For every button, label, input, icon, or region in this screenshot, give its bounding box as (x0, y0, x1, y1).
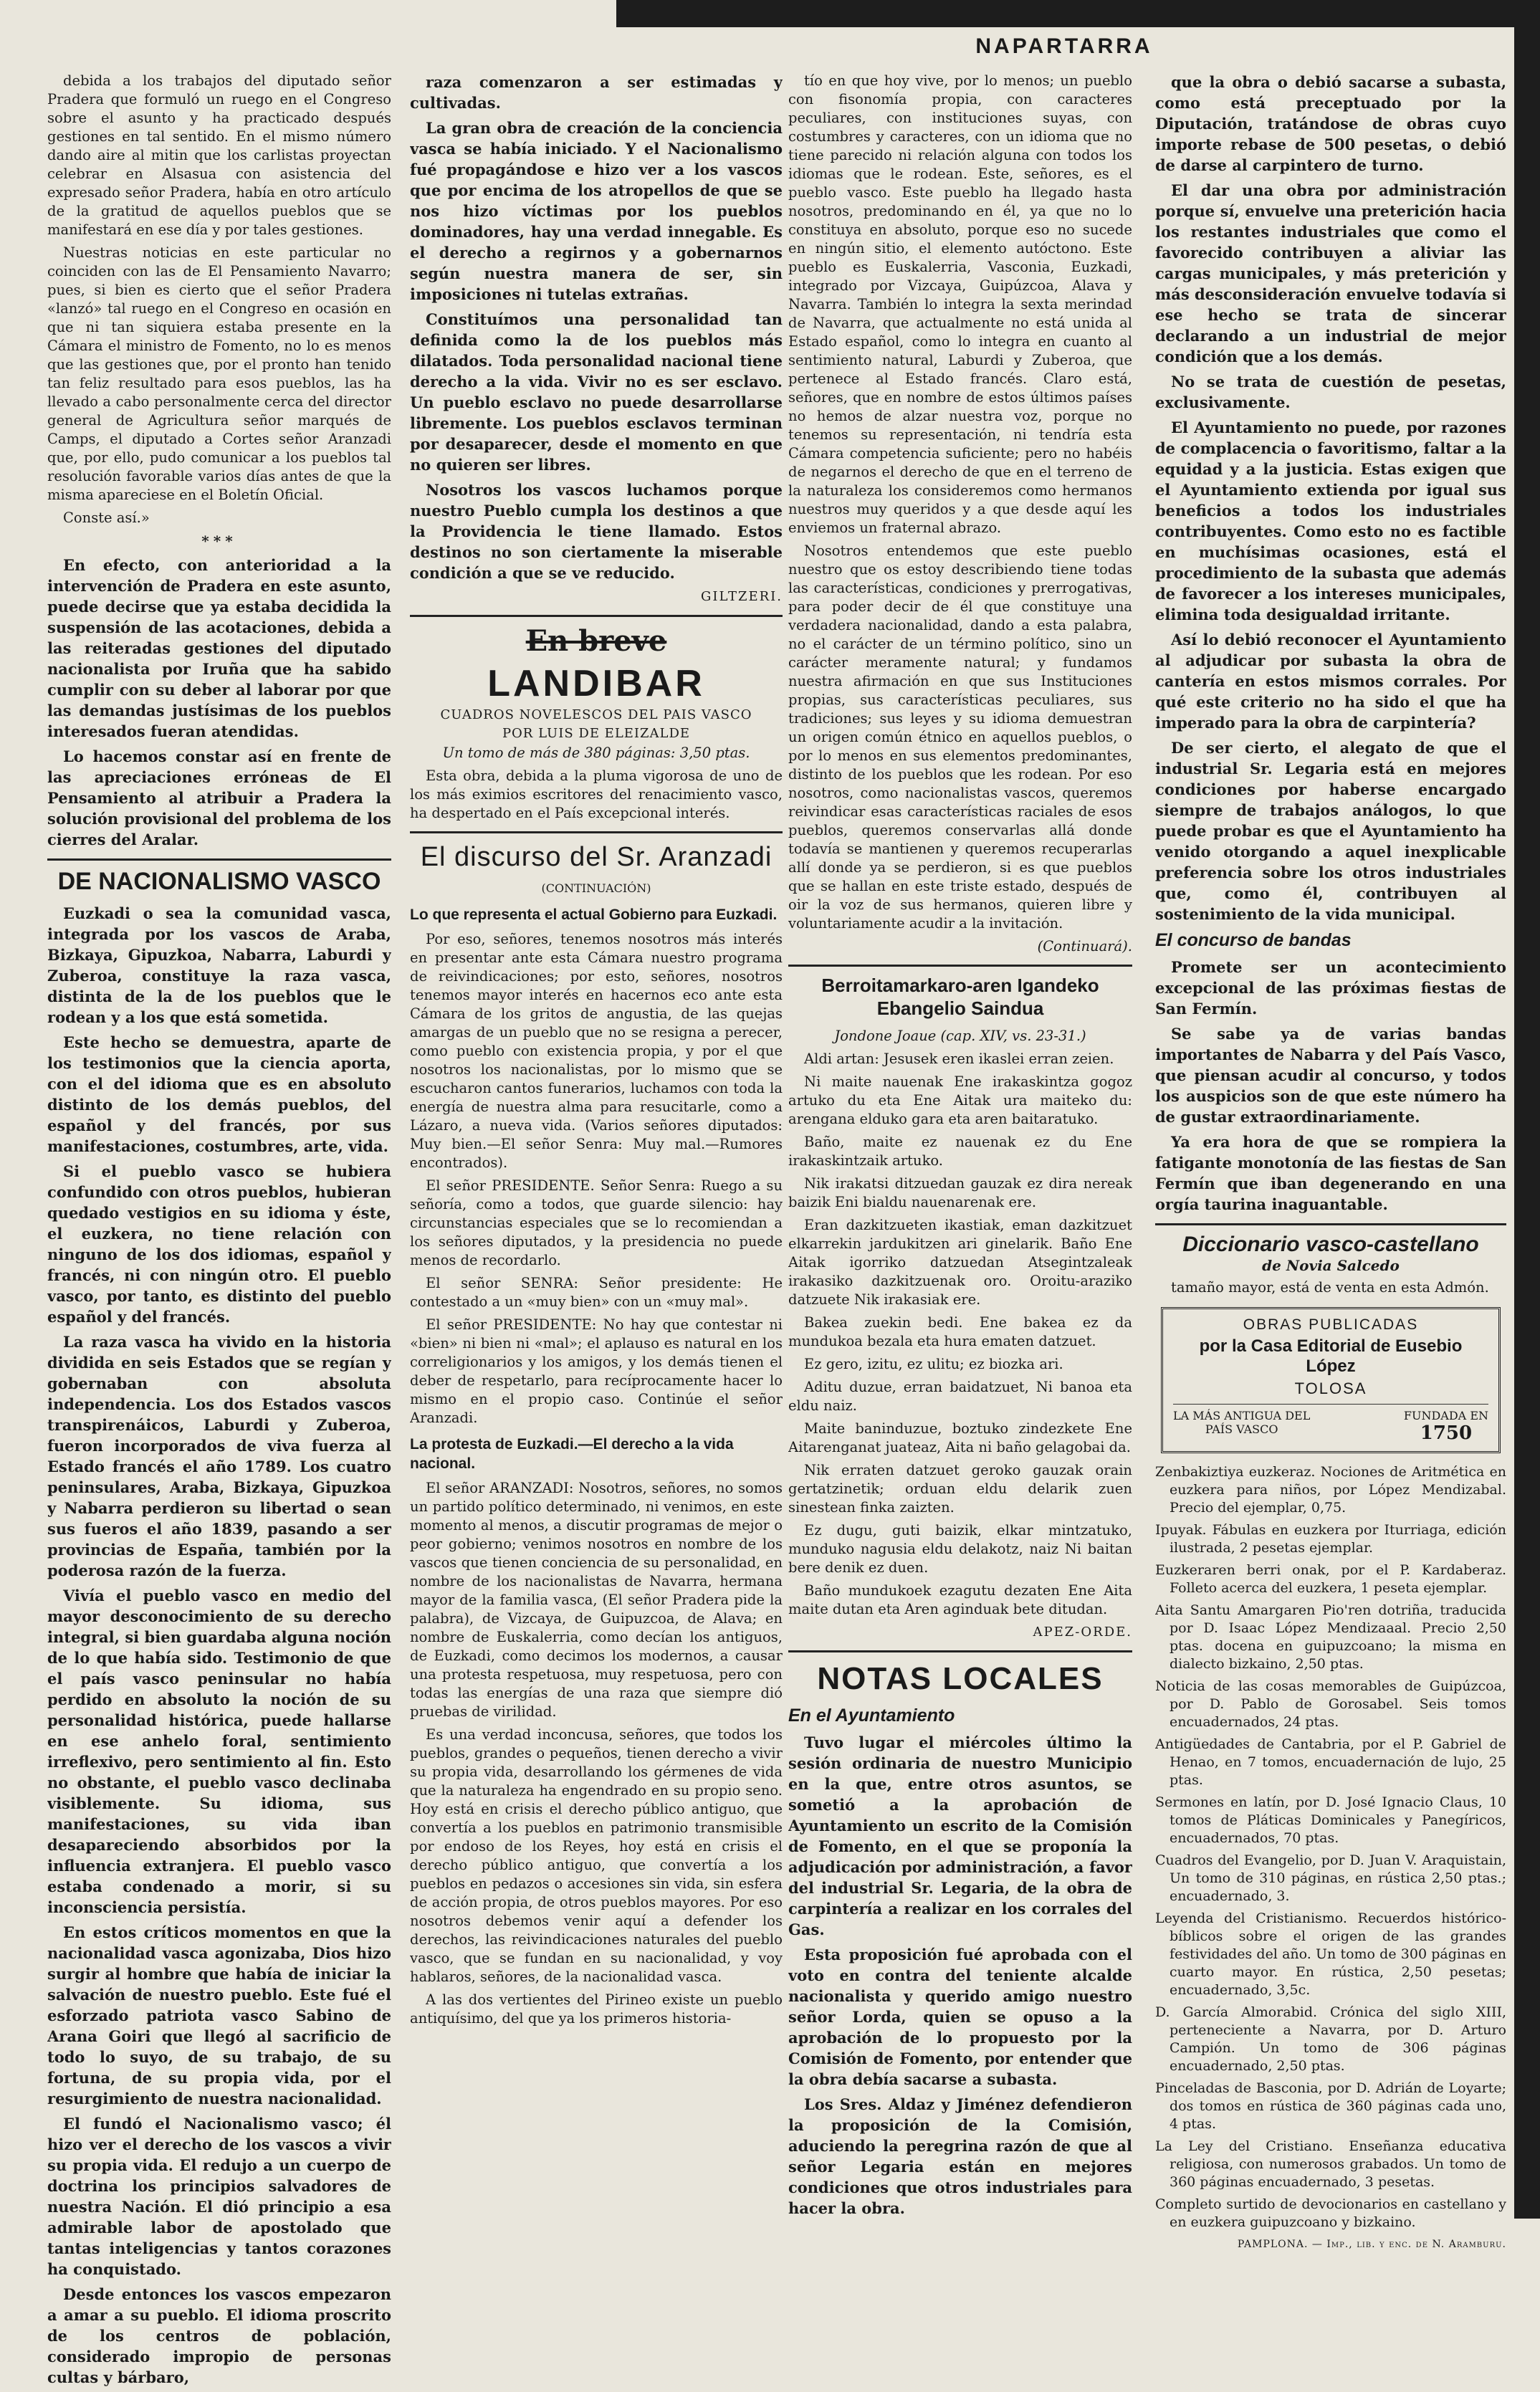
catalog-list (1155, 1463, 1506, 2231)
scan-edge-right (1514, 0, 1540, 2219)
column-1-top-text (47, 72, 391, 527)
paragraph: Si el pueblo vasco se hubiera confundido con otros pueblos, hubieran quedado vestigios en su idioma y éste, el euzkera, no tiene relación con ninguno de los dos idiomas, español y francés, ni con ningún otro. El pueblo vasco, por tanto, es distinto del pueblo español y del francés. (47, 1162, 391, 1326)
bandas-title: El concurso de bandas (1155, 930, 1352, 950)
masthead: NAPARTARRA (975, 34, 1153, 58)
diccionario-title: Diccionario vasco-castellano (1182, 1233, 1479, 1256)
paragraph: El fundó el Nacionalismo vasco; él hizo ver el derecho de los vascos a vivir su propia vida. El redujo a un cuerpo de doctrina los principios salvadores de nuestra Nación. El dió principio a esa admirable labor de apostolado que tantas inteligencias y tantos corazones ha conquistado. (47, 2115, 391, 2278)
box-founded-row (1173, 1404, 1488, 1444)
column-2 (410, 72, 783, 2032)
box-line-2: por la Casa Editorial de Eusebio López (1199, 1336, 1463, 1376)
gospel-text (788, 1050, 1132, 1619)
book-title: LANDIBAR (487, 663, 705, 704)
continuation-label: (CONTINUACIÓN) (541, 881, 651, 895)
catalog-item: Leyenda del Cristianismo. Recuerdos histórico-bíblicos sobre el origen de las grandes festividades del año. Un tomo de 300 páginas en cuarto mayor. En rústica, 2,50 pesetas; encuadernado, 3,5c. (1155, 1910, 1506, 1998)
divider (410, 615, 783, 617)
paragraph: Conste así.» (63, 510, 150, 526)
paragraph: Por eso, señores, tenemos nosotros más interés en presentar ante esta Cámara nuestro programa de reivindicaciones; por esto, señores, nosotros tenemos mayor interés en hacernos eco ante esta Cámara de los gritos de angustia, de las quejas amargas de un pueblo que no se resigna a perecer, como pueblo con existencia propia, y por el que nosotros los nacionalistas, por lo mismo que se escucharon cantos funerarios, luchamos con toda la energía de nuestra alma para resucitarle, como a Lázaro, a nueva vida. (Varios señores diputados: Muy bien.—El señor Senra: Muy mal.—Rumores encontrados). (410, 931, 783, 1171)
subhead-gobierno: Lo que representa el actual Gobierno para Euzkadi. (410, 906, 778, 923)
paragraph: Lo hacemos constar así en frente de las apreciaciones erróneas de El Pensamiento al atribuir a Pradera la solución provisional del problema de los cierres del Aralar. (47, 747, 391, 848)
divider (788, 965, 1132, 967)
column-1-section-text (47, 903, 391, 2388)
paragraph: Aldi artan: Jesusek eren ikaslei erran zeien. (804, 1051, 1114, 1067)
paragraph: La raza vasca ha vivido en la historia dividida en seis Estados que se regían y gobernaban con absoluta independencia. Los dos Estados vascos transpirenáicos, Laburdi y Zuberoa, fueron incorporados de viva fuerza al Estado francés el año 1789. Los cuatro peninsulares, Araba, Bizkaya, Gipuzkoa y Nabarra perdieron su libertad o sean sus fueros el año 1839, pasando a ser provincias de España, también por la poderosa razón de la fuerza. (47, 1333, 391, 1579)
catalog-item: Cuadros del Evangelio, por D. Juan V. Araquistain, Un tomo de 310 páginas, en rústica 2,50 ptas.; encuadernado, 3. (1155, 1852, 1506, 1904)
subhead-protesta: La protesta de Euzkadi.—El derecho a la vida nacional. (410, 1436, 734, 1472)
paragraph: Baño, maite ez nauenak ez du Ene irakaskintzaik artuko. (788, 1134, 1132, 1169)
paragraph: Aditu duzue, erran baidatzuet, Ni banoa eta eldu naiz. (788, 1379, 1132, 1414)
diccionario-note: tamaño mayor, está de venta en esta Admón. (1171, 1279, 1489, 1296)
box-line-3: TOLOSA (1294, 1379, 1367, 1397)
catalog-item: Noticia de las cosas memorables de Guipúzcoa, por D. Pablo de Gorosabel. Seis tomos encuadernados, 24 ptas. (1155, 1678, 1506, 1730)
signature-giltzeri: GILTZERI. (700, 589, 783, 604)
paragraph: En estos críticos momentos en que la nacionalidad vasca agonizaba, Dios hizo surgir al hombre que había de iniciar la salvación de nuestro pueblo. Este fué el esforzado patriota vasco Sabino de Arana Goiri que llegó al sacrificio de todo lo suyo, de su trabajo, de su fortuna, de su propia vida, por el resurgimiento de nuestra nacionalidad. (47, 1923, 391, 2108)
paragraph: Los Sres. Aldaz y Jiménez defendieron la proposición de la Comisión, aduciendo la peregrina razón de que al señor Legaria están en mejores condiciones que otros industriales para hacer la obra. (788, 2095, 1132, 2217)
paragraph: que la obra o debió sacarse a subasta, como está preceptuado por la Diputación, tratándose de obras cuyo importe rebase de 500 pesetas, o debió de darse al carpintero de turno. (1155, 73, 1506, 174)
scan-edge-top (616, 0, 1540, 27)
column-1-bold-text (47, 555, 391, 850)
paragraph: El Ayuntamiento no puede, por razones de complacencia o favoritismo, faltar a la equidad y a la justicia. Estas exigen que el Ayuntamiento extienda por igual sus beneficios a todos los industriales contribuyentes. Como esto no es factible en muchísimas ocasiones, está el procedimiento de la subasta que además de favorecer a los intereses municipales, elimina toda desigualdad irritante. (1155, 418, 1506, 623)
paragraph: Promete ser un acontecimiento excepcional de las próximas fiestas de San Fermín. (1155, 958, 1506, 1018)
paragraph: De ser cierto, el alegato de que el industrial Sr. Legaria está en mejores condiciones por haberse encargado siempre de trabajos análogos, lo que puede probar es que el Ayuntamiento ha venido otorgando a aquel inexplicable preferencia sobre los otros industriales que, como él, contribuyen al sostenimiento de la vida municipal. (1155, 739, 1506, 923)
paragraph: El dar una obra por administración porque sí, envuelve una preterición hacia los restantes industriales que como el favorecido contribuyen a aliviar las cargas municipales, y más preterición y más desconsideración envuelve todavía si ese hecho se trata de sincerar declarando a un industrial de mejor condición que a los demás. (1155, 181, 1506, 365)
speech-part-a (410, 930, 783, 1427)
ayuntamiento-subtitle: En el Ayuntamiento (788, 1706, 955, 1726)
paragraph: Nik irakatsi ditzuedan gauzak ez dira nereak baizik Eni bialdu nauenarenak ere. (788, 1175, 1132, 1210)
divider (788, 1650, 1132, 1652)
paragraph: Tuvo lugar el miércoles último la sesión ordinaria de nuestro Municipio en la que, entre otros asuntos, se sometió a la aprobación de Ayuntamiento un escrito de la Comisión de Fomento, en el que se proponía la adjudicación por administración, a favor del industrial Sr. Legaria, de la obra de carpintería a realizar en los corrales del Gas. (788, 1733, 1132, 1938)
column-1 (47, 72, 391, 2392)
catalog-item: Completo surtido de devocionarios en castellano y en euzkera guipuzcoano y bizkaino. (1155, 2196, 1506, 2230)
catalog-item: Zenbakiztiya euzkeraz. Nociones de Aritmética en euzkera para niños, por López Mendizabal. Precio del ejemplar, 0,75. (1155, 1464, 1506, 1516)
column-3 (788, 72, 1132, 2223)
book-author: POR LUIS DE ELEIZALDE (502, 726, 691, 741)
paragraph: Eran dazkitzueten ikastiak, eman dazkitzuet elkarrekin jardukitzen ari ginelarik. Baño Ene Aitak igorriko datzuedan Atsegintzaleak irakasiko dazkitzuenak oro. Oroitu-araziko datzuete Nik irakasiak ere. (788, 1217, 1132, 1308)
section-title-nacionalismo: DE NACIONALISMO VASCO (57, 868, 381, 895)
paragraph: Ya era hora de que se rompiera la fatigante monotonía de las fiestas de San Fermín que iban degenerando en una orgía taurina inaguantable. (1155, 1133, 1506, 1213)
catalog-item: Euzkeraren berri onak, por el P. Kardaberaz. Folleto acerca del euzkera, 1 peseta ejemplar. (1155, 1562, 1506, 1596)
paragraph: La gran obra de creación de la conciencia vasca se había iniciado. Y el Nacionalismo fué propagándose e hizo ver a los vascos que por encima de los atropellos de que se nos hizo víctimas por los pueblos dominadores, hay una verdad innegable. Es el derecho a regirnos y a gobernarnos según nuestra manera de ser, sin imposiciones ni tutelas extrañas. (410, 119, 783, 303)
catalog-item: Pinceladas de Basconia, por D. Adrián de Loyarte; dos tomos en rústica de 360 páginas cada uno, 4 ptas. (1155, 2080, 1506, 2132)
paragraph: Este hecho se demuestra, aparte de los testimonios que la ciencia aporta, con el del idioma que es en absoluto distinto de los demás pueblos, del español y del francés, por sus manifestaciones, costumbres, arte, vida. (47, 1033, 391, 1155)
paragraph: Se sabe ya de varias bandas importantes de Nabarra y del País Vasco, que piensan acudir al concurso, y todos los auspicios son de que este número ha de gustar extraordinariamente. (1155, 1025, 1506, 1126)
paragraph: Desde entonces los vascos empezaron a amar a su pueblo. El idioma proscrito de los centros de población, considerado impropio de personas cultas y bárbaro, (47, 2285, 391, 2386)
paragraph: Ni maite nauenak Ene irakaskintza gogoz artuko du eta Ene Aitak ura maiteko du: arengana elduko gara eta aren baitaratuko. (788, 1073, 1132, 1127)
gospel-title: Berroitamarkaro-aren Igandeko Ebangelio Saindua (821, 975, 1099, 1019)
paragraph: Es una verdad inconcusa, señores, que todos los pueblos, grandes o pequeños, tienen derecho a vivir su propia vida, desarrollando los gérmenes de vida que la naturaleza ha engendrado en su propio seno. Hoy está en crisis el derecho público antiguo, que convertía a los pueblos en patrimonio transmisible por endoso de los Reyes, hoy está en crisis el derecho público antiguo, que convertía a los pueblos en pedazos o accesiones sin vida, sin esfera de acción propia, de otros pueblos mayores. Por eso nosotros debemos venir aquí a defender los derechos, las reivindicaciones naturales del pueblo vasco, que se fundan en su nacionalidad, y voy hablaros, señores, de la nacionalidad vasca. (410, 1726, 783, 1985)
column-2-top-text (410, 72, 783, 583)
box-right-1: FUNDADA EN (1403, 1409, 1488, 1422)
paragraph: Euzkadi o sea la comunidad vasca, integrada por los vascos de Araba, Bizkaya, Gipuzkoa, Nabarra, Laburdi y Zuberoa, constituye la raza vasca, distinta de la de los pueblos que le rodean y a los que está sometida. (47, 904, 391, 1026)
editorial-box (1161, 1307, 1501, 1453)
paragraph: Maite baninduzue, boztuko zindezkete Ene Aitarenganat juateaz, Aita ni baño gelagobai da. (788, 1420, 1132, 1455)
printer-footer: PAMPLONA. — Imp., lib. y enc. de N. Aramburu. (1237, 2239, 1506, 2250)
bandas-text (1155, 957, 1506, 1215)
paragraph: Nuestras noticias en este particular no coinciden con las de El Pensamiento Navarro; pues, si bien es cierto que el señor Pradera «lanzó» tal ruego en el Congreso en ocasión en que ni tan siquiera estaba presente en la Cámara el ministro de Fomento, no lo es menos que las gestiones que, por el pronto han tenido tan feliz resultado para esos pueblos, las ha llevado a cabo personalmente cerca del director general de Agricultura señor marqués de Camps, el diputado a Cortes señor Aranzadi que, por ello, pudo comunicar a los pueblos tal resolución favorable varios días antes de que la misma apareciese en el Boletín Oficial. (47, 244, 391, 503)
diccionario-author: de Novia Salcedo (1262, 1257, 1400, 1274)
paragraph: Así lo debió reconocer el Ayuntamiento al adjudicar por subasta la obra de cantería en estos mismos corrales. Por qué este criterio no ha sido el que ha imperado para la obra de carpintería? (1155, 631, 1506, 732)
paragraph: raza comenzaron a ser estimadas y cultivadas. (410, 73, 783, 112)
paragraph: Nosotros entendemos que este pueblo nuestro que os estoy describiendo tiene todas las características, condiciones y prerrogativas, para poder decir de él que constituye una verdadera nacionalidad, dando a esta palabra, no el carácter de un término político, sino un carácter meramente natural; y fundamos nuestra afirmación en que sus Instituciones propias, sus características peculiares, sus tradiciones; sus leyes y su idioma demuestran un origen común étnico en aquellos pueblos, o por lo menos en sus elementos predominantes, distinto de los pueblos que les rodean. Por eso nosotros, como nacionalistas vascos, queremos reivindicar esas características raciales de esos pueblos, queremos conservarlas allá donde todavía se mantienen y queremos recuperarlas allí donde ya se perdieron, si es que pueblos que se hallan en este triste estado, después de oir la voz de sus hermanos, quieren libre y voluntariamente acudir a la invitación. (788, 542, 1132, 932)
catalog-item: D. García Almorabid. Crónica del siglo XIII, perteneciente a Navarra, por D. Arturo Campión. Un tomo de 306 páginas encuadernado, 2,50 ptas. (1155, 2004, 1506, 2074)
box-left-1: LA MÁS ANTIGUA DEL (1173, 1409, 1311, 1422)
column-4-top-text (1155, 72, 1506, 924)
separator-stars: *** (201, 532, 237, 550)
box-year: 1750 (1420, 1422, 1473, 1444)
paragraph: A las dos vertientes del Pirineo existe un pueblo antiquísimo, del que ya los primeros historia- (410, 1991, 783, 2027)
paragraph: Nosotros los vascos luchamos porque nuestro Pueblo cumpla los destinos a que la Providencia le tiene llamado. Estos destinos no son ciertamente la miserable condición a que se ve reducido. (410, 481, 783, 582)
paragraph: El señor PRESIDENTE: No hay que contestar ni «bien» ni bien ni «mal»; el aplauso es natural en los correligionarios y los amigos, y los demás tienen el deber de respetarlo, para recíprocamente hacer lo mismo en el propio caso. Continúe el señor Aranzadi. (410, 1316, 783, 1426)
en-breve-heading: En breve (525, 624, 667, 658)
paragraph: Baño mundukoek ezagutu dezaten Ene Aita maite dutan eta Aren aginduak bete ditudan. (788, 1582, 1132, 1617)
notas-locales-title: NOTAS LOCALES (817, 1661, 1104, 1696)
paragraph: Vivía el pueblo vasco en medio del mayor desconocimiento de su derecho integral, si bien guardaba alguna noción de lo que había sido. Testimonio de que el país vasco peninsular no había perdido en absoluto la noción de su personalidad histórica, puede hallarse en ese anhelo foral, sentimiento irreflexivo, pero sentimiento al fin. Esto no obstante, el pueblo vasco declinaba visiblemente. Su idioma, sus manifestaciones, su vida iban desapareciendo absorbidos por la influencia extranjera. El pueblo vasco estaba condenado a morir, si su inconsciencia persistía. (47, 1587, 391, 1916)
notas-text (788, 1732, 1132, 2219)
discurso-title: El discurso del Sr. Aranzadi (420, 842, 773, 872)
paragraph: En efecto, con anterioridad a la intervención de Pradera en este asunto, puede decirse que ya estaba decidida la suspensión de las acotaciones, debida a las reiteradas gestiones del diputado nacionalista por Iruña que ha sabido cumplir con su deber al laborar por que las demandas justísimas de los pueblos interesados fueran atendidas. (47, 556, 391, 740)
signature-apez-orde: APEZ-ORDE. (1033, 1625, 1132, 1640)
paragraph: El señor ARANZADI: Nosotros, señores, no somos un partido político determinado, ni venimos, en este momento al menos, a discutir programas de mejor o peor gobierno; venimos nosotros en nombre de los vascos que tienen conciencia de su personalidad, en nombre de los nacionalistas de Navarra, hermana mayor de la familia vasca, (El señor Pradera pide la palabra), de Vizcaya, de Guipuzcoa, de Alava; en nombre de Euskalerria, como decían los antiguos, de Euzkadi, como decimos los modernos, a causar una protesta respetuosa, muy respetuosa, pero con todas las energías de una raza que siempre dió pruebas de virilidad. (410, 1480, 783, 1720)
column-3-top-text (788, 72, 1132, 933)
paragraph: Ez dugu, guti baizik, elkar mintzatuko, munduko nagusia eldu delakotz, naiz Ni baitan bere denik ez duen. (788, 1522, 1132, 1576)
divider (1155, 1223, 1506, 1225)
speech-part-b (410, 1479, 783, 2028)
paragraph: tío en que hoy vive, por lo menos; un pueblo con fisonomía propia, con caracteres peculiares, con instituciones suyas, con costumbres y caracteres, con un idioma que no tiene parecido ni relación alguna con todos los idiomas que le rodean. Este, señores, es el pueblo vasco. Este pueblo ha llegado hasta nosotros, predominando en él, ya que no lo constituya en absoluto, porque eso no sucede en ningún sitio, el elemento autóctono. Este pueblo es Euskalerria, Vasconia, Euzkadi, integrado por Vizcaya, Guipúzcoa, Alava y Navarra. También lo integra la sexta merindad de Navarra, que actualmente no está unida al Estado español, como lo integra en cuanto al sentimiento natural, Laburdi y Zuberoa, que pertenece al Estado francés. Claro está, señores, que en nombre de estos últimos países no hemos de alzar nuestra voz, porque no tenemos su representación, ni tendría esta Cámara competencia suficiente; pero no habéis de negarnos el derecho de que en el terreno de la naturaleza los consideremos como hermanos nuestros muy queridos y a que desde aquí les enviemos un fraternal abrazo. (788, 72, 1132, 536)
paragraph: El señor PRESIDENTE. Señor Senra: Ruego a su señoría, como a todos, que guarde silencio: hay circunstancias especiales que se lo recomiendan a los señores diputados, y la presidencia no puede menos de recordarlo. (410, 1177, 783, 1268)
paragraph: debida a los trabajos del diputado señor Pradera que formuló un ruego en el Congreso sobre el asunto y ha practicado después gestiones en tal sentido. En el mismo número dando aire al mitin que los carlistas proyectan celebrar en Alsasua con asistencia del expresado señor Pradera, había en otro artículo de la gratitud de aquellos pueblos que se manifestará en ese día y por tales gestiones. (47, 72, 391, 238)
paragraph: Constituímos una personalidad tan definida como la de los pueblos más dilatados. Toda personalidad nacional tiene derecho a la vida. Vivir no es ser esclavo. Un pueblo esclavo no puede desarrollarse libremente. Los pueblos esclavos terminan por desaparecer, desde el momento en que no quieren ser libres. (410, 310, 783, 474)
book-price: Un tomo de más de 380 páginas: 3,50 ptas. (442, 745, 750, 761)
catalog-item: Antigüedades de Cantabria, por el P. Gabriel de Henao, en 7 tomos, encuadernación de lujo, 25 ptas. (1155, 1736, 1506, 1788)
paragraph: Esta proposición fué aprobada con el voto en contra del teniente alcalde nacionalista y querido amigo nuestro señor Lorda, quien se opuso a la aprobación de lo propuesto por la Comisión de Fomento, por entender que la obra debía sacarse a subasta. (788, 1946, 1132, 2088)
paragraph: El señor SENRA: Señor presidente: He contestado a un «muy bien» con un «muy mal». (410, 1275, 783, 1310)
catalog-item: Ipuyak. Fábulas en euzkera por Iturriaga, edición ilustrada, 2 pesetas ejemplar. (1155, 1522, 1506, 1556)
divider (47, 858, 391, 861)
paragraph: Ez gero, izitu, ez ulitu; ez biozka ari. (804, 1356, 1063, 1372)
catalog-item: La Ley del Cristiano. Enseñanza educativa religiosa, con numerosos grabados. Un tomo de 360 páginas encuadernado, 3 pesetas. (1155, 2138, 1506, 2190)
continuara-label: (Continuará). (1037, 938, 1132, 955)
book-description: Esta obra, debida a la pluma vigorosa de uno de los más eximios escritores del renacimiento vasco, ha despertado en el País excepcional interés. (410, 767, 783, 821)
divider (410, 831, 783, 833)
catalog-item: Sermones en latín, por D. José Ignacio Claus, 10 tomos de Pláticas Dominicales y Panegíricos, encuadernados, 70 ptas. (1155, 1794, 1506, 1846)
paragraph: No se trata de cuestión de pesetas, exclusivamente. (1155, 373, 1506, 411)
gospel-reference: Jondone Joaue (cap. XIV, vs. 23-31.) (834, 1028, 1086, 1044)
column-4 (1155, 72, 1506, 2250)
box-left-2: PAÍS VASCO (1205, 1422, 1278, 1436)
paragraph: Bakea zuekin bedi. Ene bakea ez da mundukoa bezala eta hura ematen datzuet. (788, 1314, 1132, 1349)
paragraph: Nik erraten datzuet geroko gauzak orain gertatzinetik; orduan eldu delarik zuen sinestean finka zaizten. (788, 1462, 1132, 1516)
book-subtitle: CUADROS NOVELESCOS DEL PAIS VASCO (440, 707, 752, 722)
catalog-item: Aita Santu Amargaren Pio'ren dotriña, traducida por D. Isaac López Mendizaaal. Precio 2,50 ptas. docena en guipuzcoano; la misma en dialecto bizkaino, 2,50 ptas. (1155, 1602, 1506, 1672)
box-line-1: OBRAS PUBLICADAS (1243, 1316, 1419, 1333)
